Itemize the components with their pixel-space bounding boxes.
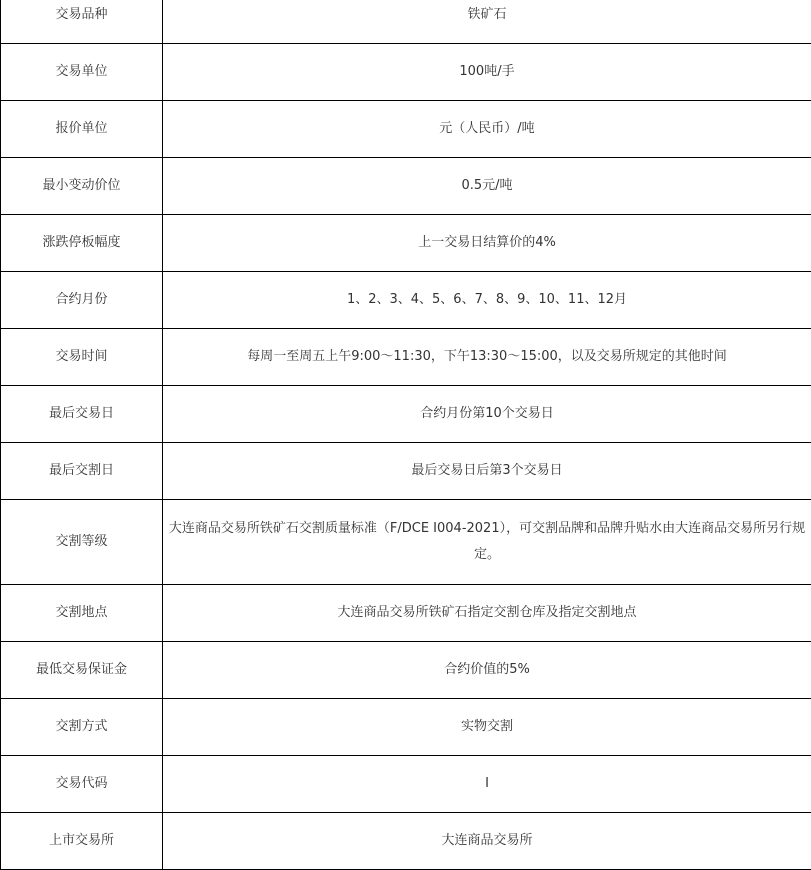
row-label: 最后交割日 [1,443,163,500]
row-label: 最低交易保证金 [1,642,163,699]
table-row [1,215,811,272]
row-value: 大连商品交易所铁矿石交割质量标准（F/DCE I004-2021），可交割品牌和品牌升贴水由大连商品交易所另行规定。 [163,500,811,585]
table-row [1,699,811,756]
table-row [1,813,811,870]
row-value: 合约价值的5% [163,642,811,699]
table-row [1,500,811,585]
row-value: 合约月份第10个交易日 [163,386,811,443]
row-value: 1、2、3、4、5、6、7、8、9、10、11、12月 [163,272,811,329]
row-label: 最后交易日 [1,386,163,443]
row-value: 上一交易日结算价的4% [163,215,811,272]
table-row [1,329,811,386]
row-label: 最小变动价位 [1,158,163,215]
table-row [1,585,811,642]
row-value: 大连商品交易所 [163,813,811,870]
row-label: 交易品种 [1,0,163,44]
row-label: 涨跌停板幅度 [1,215,163,272]
row-label: 交割方式 [1,699,163,756]
row-value: 100吨/手 [163,44,811,101]
row-value: 0.5元/吨 [163,158,811,215]
table-row [1,0,811,44]
table-row [1,272,811,329]
table-row [1,44,811,101]
row-value: 铁矿石 [163,0,811,44]
row-value: 最后交易日后第3个交易日 [163,443,811,500]
row-label: 合约月份 [1,272,163,329]
row-label: 上市交易所 [1,813,163,870]
row-label: 报价单位 [1,101,163,158]
table-row [1,386,811,443]
table-row [1,101,811,158]
row-label: 交割地点 [1,585,163,642]
row-label: 交易时间 [1,329,163,386]
row-value: I [163,756,811,813]
row-label: 交易单位 [1,44,163,101]
row-value: 每周一至周五上午9:00～11:30，下午13:30～15:00，以及交易所规定的其他时间 [163,329,811,386]
table-row [1,642,811,699]
table-row [1,756,811,813]
row-label: 交割等级 [1,500,163,585]
table-row [1,443,811,500]
row-value: 元（人民币）/吨 [163,101,811,158]
table-row [1,158,811,215]
row-label: 交易代码 [1,756,163,813]
row-value: 实物交割 [163,699,811,756]
row-value: 大连商品交易所铁矿石指定交割仓库及指定交割地点 [163,585,811,642]
